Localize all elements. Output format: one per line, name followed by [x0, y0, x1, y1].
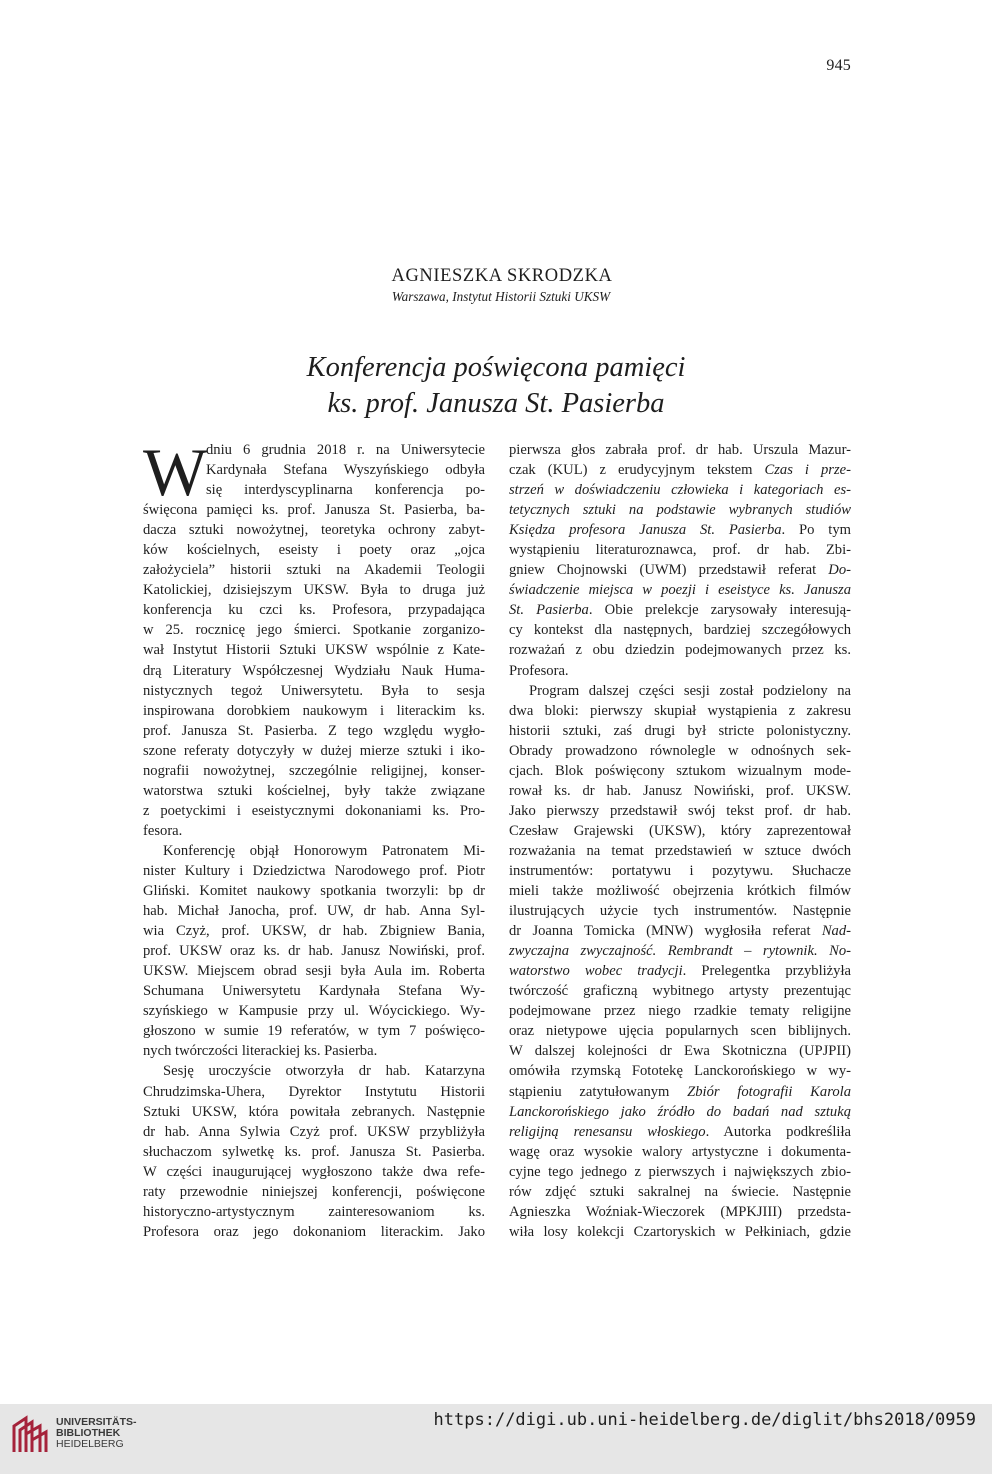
text-line: dwa bloki: pierwszy skupiał wystąpienia z zakresu: [509, 702, 851, 719]
text-line: wystąpieniu literaturoznawca, prof. dr hab. Zbi-: [509, 542, 851, 559]
text-line: wia Czyż, prof. UKSW, dr hab. Zbigniew Bania,: [143, 923, 485, 940]
text-line: rozważania na temat przedstawień w sztuce dwóch: [509, 842, 851, 859]
italic-title: Do-: [828, 562, 851, 579]
text-run: . Autorka podkreśliła: [705, 1123, 851, 1140]
left-column: [143, 434, 485, 1242]
text-line: watorstwa sztuki kościelnej, były także związane: [143, 782, 485, 799]
text-line: konferencja ku czci ks. Profesora, przypadająca: [143, 602, 485, 619]
text-line: nister Kultury i Dziedzictwa Narodowego prof. Piotr: [143, 862, 485, 879]
document-url-link[interactable]: https://digi.ub.uni-heidelberg.de/diglit/bhs2018/0959: [433, 1410, 976, 1430]
text-line: historii sztuki, zaś drugi był stricte polonistyczny.: [509, 722, 851, 739]
text-line: [509, 941, 851, 961]
text-line: Czesław Grajewski (UKSW), który zaprezentował: [509, 822, 851, 839]
text-line: dr hab. Anna Sylwia Czyż prof. UKSW przybliżyła: [143, 1123, 485, 1140]
text-line: [509, 600, 851, 620]
italic-title: St. Pasierba: [509, 602, 589, 619]
text-line: [509, 1102, 851, 1122]
italic-title: świadczenie miejsca w poezji i eseistyce ks. Janusza: [509, 582, 851, 599]
text-line: [509, 961, 851, 981]
text-line: [509, 560, 851, 580]
text-line: ków kościelnych, eseisty i poety oraz „ojca: [143, 542, 485, 559]
logo-line-3: HEIDELBERG: [56, 1438, 124, 1450]
text-line: Kardynała Stefana Wyszyńskiego odbyła: [206, 462, 485, 479]
text-line: święcona pamięci ks. prof. Janusza St. Pasierba, ba-: [143, 502, 485, 519]
library-logo-icon[interactable]: [8, 1412, 52, 1456]
text-line: pierwsza głos zabrała prof. dr hab. Urszula Mazur-: [509, 442, 851, 458]
text-line: Katolickiej, dzisiejszym UKSW. Była to druga już: [143, 582, 485, 599]
text-line: nistycznych tegoż Uniwersytetu. Była to sesja: [143, 682, 485, 699]
text-line: [509, 1122, 851, 1142]
author-name: AGNIESZKA SKRODZKA: [391, 266, 613, 286]
text-line: Schumana Uniwersytetu Kardynała Stefana Wy-: [143, 983, 485, 1000]
text-run: . Obie prelekcje zarysowały interesują-: [588, 602, 851, 619]
italic-title: Zbiór fotografii Karola: [687, 1083, 851, 1100]
text-line: [509, 480, 851, 500]
italic-title: Lanckorońskiego jako źródło do badań nad sztuką: [509, 1103, 851, 1120]
text-line: Obrady prowadzono równolegle w odnośnych sek-: [509, 742, 851, 759]
text-line: W części inaugurującej wygłoszono także dwa refe-: [143, 1163, 485, 1180]
italic-title: Czas i prze-: [764, 462, 852, 479]
text-line: rował ks. dr hab. Janusz Nowiński, prof. UKSW.: [509, 782, 851, 799]
text-line: Profesora oraz jego dokonaniom literackim. Jako: [143, 1223, 485, 1240]
text-line: W dalszej kolejności dr Ewa Skotniczna (UPJPII): [509, 1043, 851, 1060]
text-line: w 25. rocznicę jego śmierci. Spotkanie zorganizo-: [143, 622, 485, 639]
author-block: [0, 266, 992, 305]
text-line: głoszono w sumie 19 referatów, w tym 7 poświęco-: [143, 1023, 485, 1040]
text-line: cjach. Blok poświęcony sztukom wizualnym mode-: [509, 762, 851, 779]
text-run: gniew Chojnowski (UWM) przedstawił referat: [509, 562, 829, 579]
text-line: podejmowane przez niego rzadkie tematy religijne: [509, 1003, 851, 1020]
text-line: raty przewodnie niniejszej konferencji, poświęcone: [143, 1183, 485, 1200]
text-line: [509, 500, 851, 520]
text-line: historyczno-artystycznym zainteresowaniom ks.: [143, 1203, 485, 1220]
text-line: [509, 520, 851, 540]
text-line: rozważań z obu dziedzin podejmowanych przez ks.: [509, 642, 851, 659]
drop-cap: W: [143, 434, 208, 510]
text-line: instrumentów: portatywu i pozytywu. Słuchacze: [509, 862, 851, 879]
text-line: szone referaty dotyczyły w dużej mierze sztuki i iko-: [143, 742, 485, 759]
text-line: Sesję uroczyście otworzyła dr hab. Katarzyna: [163, 1063, 485, 1080]
text-line: prof. UKSW oraz ks. dr hab. Janusz Nowiński, prof.: [143, 943, 485, 960]
text-line: założyciela” historii sztuki na Akademii Teologii: [143, 562, 485, 579]
logo-line-1: UNIVERSITÄTS-: [56, 1416, 137, 1428]
text-run: stąpieniu zatytułowanym: [509, 1083, 688, 1100]
text-line: hab. Michał Janocha, prof. UW, dr hab. Anna Syl-: [143, 903, 485, 920]
text-line: ilustrujących użycie tych instrumentów. Następnie: [509, 903, 851, 920]
text-line: wagę oraz wysokie walory artystyczne i dokumenta-: [509, 1143, 851, 1160]
italic-title: strzeń w doświadczeniu człowieka i kategoriach es-: [509, 482, 851, 499]
text-line: dacza sztuki nowożytnej, teoretyka ochrony zabyt-: [143, 522, 485, 539]
text-run: . Po tym: [781, 522, 852, 539]
text-line: nografii nowożytnej, szczególnie religijnej, konser-: [143, 762, 485, 779]
author-affiliation: Warszawa, Instytut Historii Sztuki UKSW: [391, 289, 611, 304]
text-run: czak (KUL) z erudycyjnym tekstem: [509, 462, 765, 479]
title-line-2: ks. prof. Janusza St. Pasierba: [327, 388, 665, 419]
text-line: fesora.: [143, 822, 183, 839]
text-line: szyńskiego w Kampusie przy ul. Wóycickiego. Wy-: [143, 1003, 485, 1020]
text-line: rów zdjęć sztuki sakralnej na świecie. Następnie: [509, 1183, 851, 1200]
text-line: wiła losy kolekcji Czartoryskich w Pełkiniach, gdzie: [509, 1223, 851, 1240]
text-line: Program dalszej części sesji został podzielony na: [529, 682, 851, 699]
italic-title: zwyczajna zwyczajność. Rembrandt – rytownik. No-: [509, 943, 851, 960]
logo-line-2: BIBLIOTHEK: [56, 1427, 121, 1439]
text-line: nych twórczości literackiej ks. Pasierba.: [143, 1043, 378, 1060]
text-line: oraz nietypowe ujęcia popularnych scen biblijnych.: [509, 1023, 851, 1040]
article-title: [0, 350, 992, 422]
text-line: omówiła rzymską Fototekę Lanckorońskiego w wy-: [509, 1063, 851, 1080]
text-line: Gliński. Komitet naukowy spotkania tworzyli: bp dr: [143, 883, 485, 900]
text-line: słuchaczom sylwetkę ks. prof. Janusza St. Pasierba.: [143, 1143, 485, 1160]
text-line: się interdyscyplinarna konferencja po-: [206, 482, 485, 499]
page-number: 945: [826, 57, 851, 74]
italic-title: watorstwo wobec tradycji: [509, 963, 683, 980]
text-run: . Prelegentka przybliżyła: [682, 963, 851, 980]
text-line: Jako pierwszy przedstawił swój tekst prof. dr hab.: [509, 802, 851, 819]
text-line: twórczość graficzną wybitnego artysty prezentując: [509, 983, 851, 1000]
text-line: Agnieszka Woźniak-Wieczorek (MPKJIII) przedsta-: [509, 1203, 851, 1220]
text-line: Sztuki UKSW, która powitała zebranych. Następnie: [143, 1103, 485, 1120]
right-column: [509, 440, 851, 1242]
italic-title: tetycznych sztuki na podstawie wybranych studiów: [509, 502, 851, 519]
italic-title: religijną renesansu włoskiego: [509, 1123, 706, 1140]
text-line: [509, 1082, 851, 1102]
text-run: dr Joanna Tomicka (MNW) wygłosiła referat: [509, 923, 822, 940]
italic-title: Księdza profesora Janusza St. Pasierba: [509, 522, 782, 539]
text-line: mieli także możliwość obejrzenia krótkich filmów: [509, 883, 851, 900]
italic-title: Nad-: [821, 923, 851, 940]
text-line: prof. Janusza St. Pasierba. Z tego względu wygło-: [143, 722, 485, 739]
text-line: z poetyckimi i eseistycznymi dokonaniami ks. Pro-: [143, 802, 485, 819]
text-line: inspirowana dorobkiem naukowym i literackim ks.: [143, 702, 485, 719]
text-line: drą Literatury Współczesnej Wydziału Nauk Huma-: [143, 662, 485, 679]
text-line: [509, 460, 851, 480]
title-line-1: Konferencja poświęcona pamięci: [306, 352, 686, 383]
text-line: [509, 580, 851, 600]
text-line: Profesora.: [509, 662, 569, 679]
text-line: dniu 6 grudnia 2018 r. na Uniwersytecie: [206, 442, 485, 458]
text-line: cyjne tego jednego z pierwszych i największych zbio-: [509, 1163, 851, 1180]
text-line: UKSW. Miejscem obrad sesji była Aula im. Roberta: [143, 963, 485, 980]
text-line: [509, 921, 851, 941]
library-logo-text[interactable]: [56, 1417, 137, 1450]
text-line: Konferencję objął Honorowym Patronatem Mi-: [163, 842, 485, 859]
text-line: Chrudzimska-Uhera, Dyrektor Instytutu Historii: [143, 1083, 485, 1100]
text-line: wał Instytut Historii Sztuki UKSW wspólnie z Kate-: [143, 642, 485, 659]
text-line: cy kontekst dla następnych, bardziej szczegółowych: [509, 622, 851, 639]
